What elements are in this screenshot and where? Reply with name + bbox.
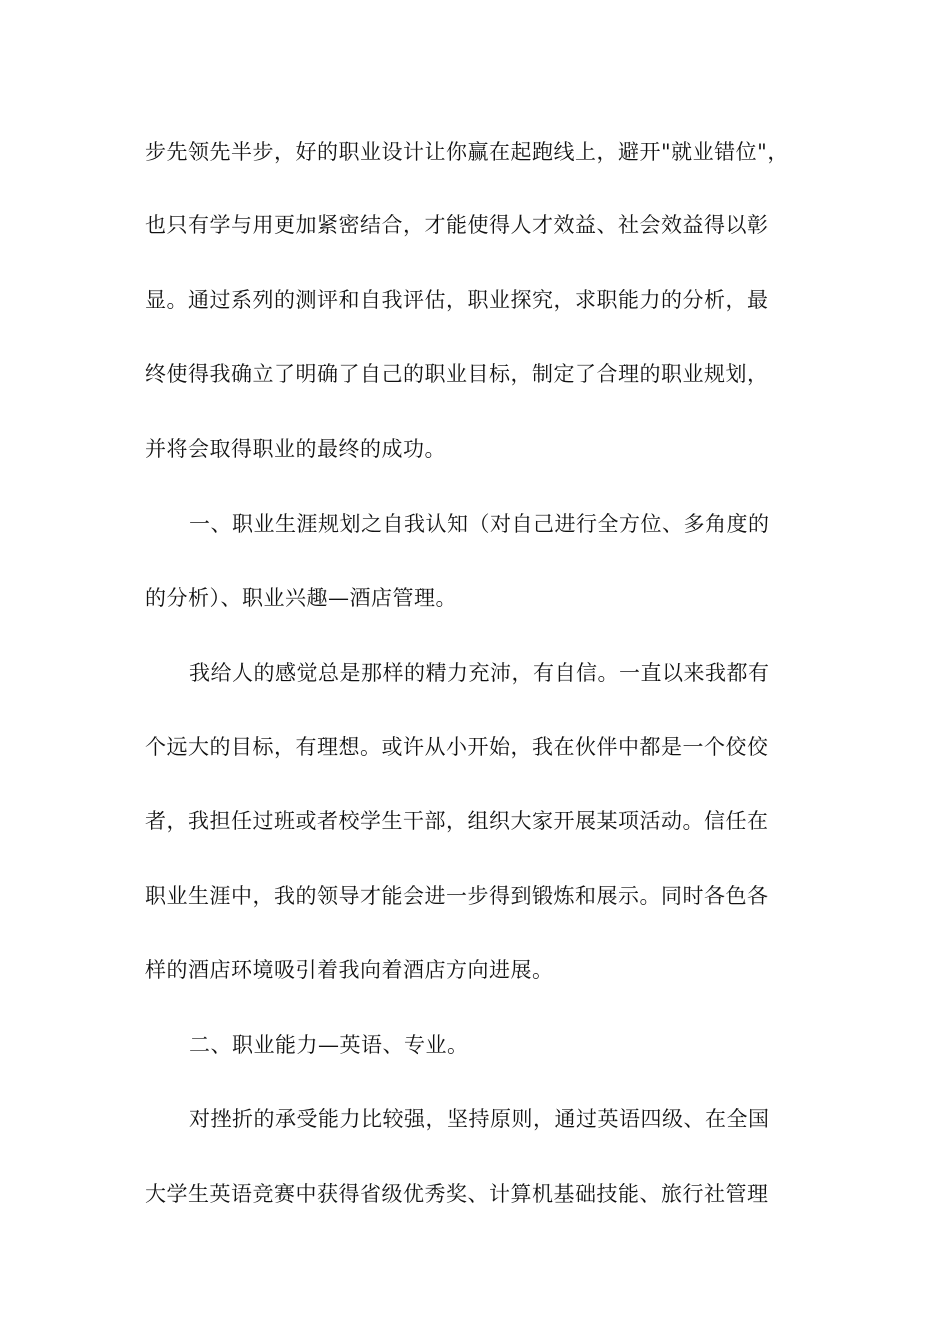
text-line: 并将会取得职业的最终的成功。 — [145, 437, 446, 461]
text-line: 显。通过系列的测评和自我评估，职业探究，求职能力的分析，最 — [145, 288, 769, 312]
text-line: 者，我担任过班或者校学生干部，组织大家开展某项活动。信任在 — [145, 809, 769, 833]
text-line: 职业生涯中，我的领导才能会进一步得到锻炼和展示。同时各色各 — [145, 884, 769, 908]
section-heading-line: 二、职业能力—英语、专业。 — [189, 1033, 469, 1057]
text-line: 对挫折的承受能力比较强，坚持原则，通过英语四级、在全国 — [189, 1107, 770, 1131]
text-line: 个远大的目标，有理想。或许从小开始，我在伙伴中都是一个佼佼 — [145, 735, 769, 759]
text-line: 也只有学与用更加紧密结合，才能使得人才效益、社会效益得以彰 — [145, 213, 769, 237]
text-line: 终使得我确立了明确了自己的职业目标，制定了合理的职业规划， — [145, 362, 769, 386]
section-heading-line: 一、职业生涯规划之自我认知（对自己进行全方位、多角度的 — [189, 512, 770, 536]
text-line: 我给人的感觉总是那样的精力充沛，有自信。一直以来我都有 — [189, 661, 770, 685]
text-line: 样的酒店环境吸引着我向着酒店方向进展。 — [145, 958, 554, 982]
text-line: 大学生英语竞赛中获得省级优秀奖、计算机基础技能、旅行社管理 — [145, 1182, 769, 1206]
text-line: 步先领先半步，好的职业设计让你赢在起跑线上，避开"就业错位"， — [145, 140, 789, 164]
section-heading-line: 的分析）、职业兴趣—酒店管理。 — [145, 586, 457, 610]
